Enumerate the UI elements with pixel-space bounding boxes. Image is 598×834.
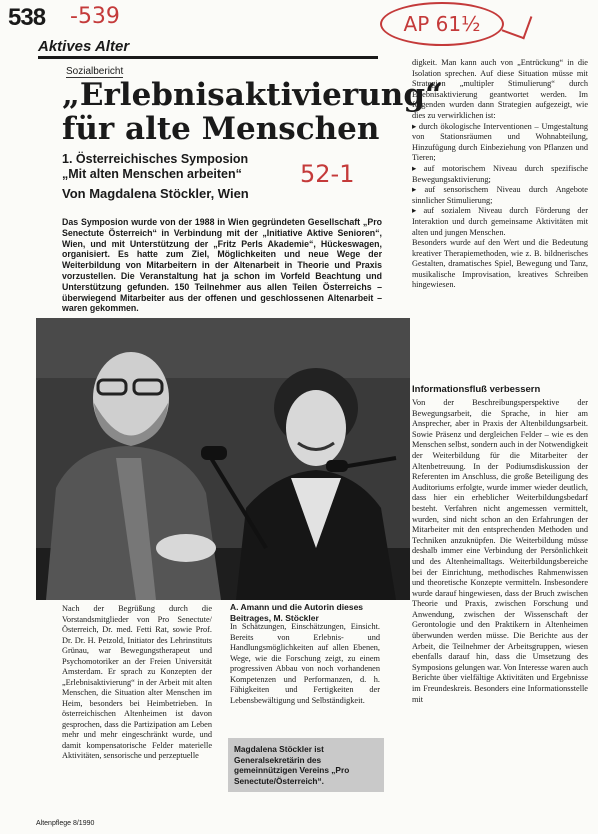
section-title: Aktives Alter xyxy=(38,38,130,55)
page-number: 538 xyxy=(8,4,46,31)
body-column-2: In Schätzungen, Einschätzungen, Einsicht. Bereits von Erlebnis- und Handlungsmöglichkeiten auf allen Ebenen, Wege, wie die Forschung zeigt, zu einem progressiven Abbau von noch vorhandenen Kompetenzen und Performanzen, d. h. Fähigkeiten und Fertigkeiten der Lebensbewältigung und Selbständigkeit. xyxy=(230,622,380,705)
check-mark-icon xyxy=(502,9,533,40)
photo xyxy=(36,318,410,600)
kicker: Sozialbericht xyxy=(66,66,124,77)
handwritten-page-number: -539 xyxy=(70,4,120,29)
headline xyxy=(62,77,443,147)
journal-footer: Altenpflege 8/1990 xyxy=(36,820,95,827)
byline: Von Magdalena Stöckler, Wien xyxy=(62,186,249,201)
bullet-item: ▸ auf sozialem Niveau durch Förderung der Interaktion und durch gemeinsame Aktivitäten mit alten und jungen Menschen. xyxy=(412,206,588,237)
headline-line-2: für alte Menschen xyxy=(62,111,380,147)
subtitle-line-2: „Mit alten Menschen arbeiten“ xyxy=(62,167,242,181)
handwritten-note: 52-1 xyxy=(300,160,355,188)
subtitle-line-1: 1. Österreichisches Symposion xyxy=(62,152,249,166)
photo-caption: A. Amann und die Autorin dieses Beitrages, M. Stöckler xyxy=(230,602,364,623)
bullet-item: ▸ durch ökologische Interventionen – Umgestaltung von Stationsräumen und Wohnabteilung, Hinzufügung durch Einbeziehung von Pflanzen und Tieren; xyxy=(412,121,588,163)
lead-paragraph: Das Symposion wurde von der 1988 in Wien gegründeten Gesellschaft „Pro Senectute Österreich“ in Verbindung mit der „Initiative Aktive Senioren“, Wien, und mit Unterstützung der „Fritz Perls Akademie“, Hückeswagen, organisiert. Es hatte zum Ziel, Möglichkeiten und neue Wege der Weiterbildung von Mitarbeitern in der Altenarbeit in Theorie und Praxis vorzustellen. Die Veranstaltung hat ja schon im Vorfeld Beachtung und Unterstützung gefunden. 150 Teilnehmer aus allen Teilen Österreichs – überwiegend Mitarbeiter aus der offenen und geschlossenen Altenarbeit – waren gekommen. xyxy=(62,217,382,314)
body-column-right-bottom: Von der Beschreibungsperspektive der Bewegungsarbeit, die Sprache, in hier am Ansprecher, aber in Praxis der Altenbildungsarbeit. Sowie Präsenz und dergleichen Felder – wie es den Menschen selbst, sondern auch in der Notwendigkeit der Weiterbildung für die Mitarbeiter der Altenbetreuung. In der Podiumsdiskussion der Referenten im Anschluss, die große Beteiligung des Auditoriums erfolgte, wurde immer wieder deutlich, dass hier ein erheblicher Weiterbildungsbedarf besteht. Verfahren nicht angemessen vermittelt, wurden, sind nicht schon an den Erfahrungen der Mitarbeiter mit den entsprechenden Methoden und Techniken anzuknüpfen. Die Weiterbildung müsse deshalb immer eine Verbindung der Persönlichkeit und des Altenheimalltags. Weiterbildungsbereiche bei der Einrichtung, methodisches Rahmenwissen und theoretische Konzepte vermitteln. Insbesondere wurde darauf hingewiesen, dass der Bruch zwischen Theorie und Praxis, zwischen Forschung und Anwendung, zwischen der Wissenschaft der Gerontologie und den Praktikern in Altenheimen überwunden werden müsse. Die Berichte aus der Arbeit, die Teilnehmer der Arbeitsgruppen, wiesen ebenfalls darauf hin, dass die Umsetzung des Symposions gelungen war. Von Interesse waren auch Berichte über vielfältige Aktivitäten und Ergebnisse im Freundeskreis. Besonders eine Informationsstelle mit xyxy=(412,398,588,704)
author-info-box: Magdalena Stöckler ist Generalsekretärin des gemeinnützigen Vereins „Pro Senectute/Österreich“. xyxy=(228,738,384,792)
subheading: Informationsfluß verbessern xyxy=(412,384,541,395)
right-column-intro: digkeit. Man kann auch von „Entrückung“ in die Isolation sprechen. Auf diese Situation müsse mit Strategien „multipler Stimulierung“ durch Erlebnisaktivierung geantwortet werden. Im folgenden wurden dann Strategien aufgezeigt, wie dies zu verwirklichen ist: xyxy=(412,58,588,120)
photo-illustration xyxy=(36,318,410,600)
handwritten-stamp: AP 61½ xyxy=(380,2,504,46)
body-column-right-top xyxy=(412,58,588,291)
body-column-1: Nach der Begrüßung durch die Vorstandsmitglieder von Pro Senectute/Österreich, Dr. med. Fetti Rat, sowie Prof. Dr. Dr. H. Petzold, Initiator des Lehrinstituts Grünau, war Bewegungstherapeut und Psychomotoriker an der Freien Universität Amsterdam. Er sprach zu Konzepten der „Erlebnisaktivierung“ in der Arbeit mit alten Menschen, die Situation alter Menschen im Heim, besonders bei Heimbetrieben. In österreichischen Altenheimen ist davon gesprochen, dass die Partizipation am Leben mehr und mehr eingeschränkt wurde, und damit kompensatorische Felder materielle Aktivitäten, sensorische und perzeptuelle xyxy=(62,604,212,760)
section-rule xyxy=(38,56,378,59)
right-column-outro: Besonders wurde auf den Wert und die Bedeutung kreativer Therapiemethoden, wie z. B. bildnerisches Gestalten, dramatisches Spiel, Bewegung und Tanz, musikalische Improvisation, kreatives Schreiben hingewiesen. xyxy=(412,238,588,290)
bullet-item: ▸ auf motorischem Niveau durch spezifische Bewegungsaktivierung; xyxy=(412,163,588,184)
bullet-item: ▸ auf sensorischem Niveau durch Angebote sinnlicher Stimulierung; xyxy=(412,185,588,205)
headline-line-1: „Erlebnisaktivierung“ xyxy=(62,77,443,113)
